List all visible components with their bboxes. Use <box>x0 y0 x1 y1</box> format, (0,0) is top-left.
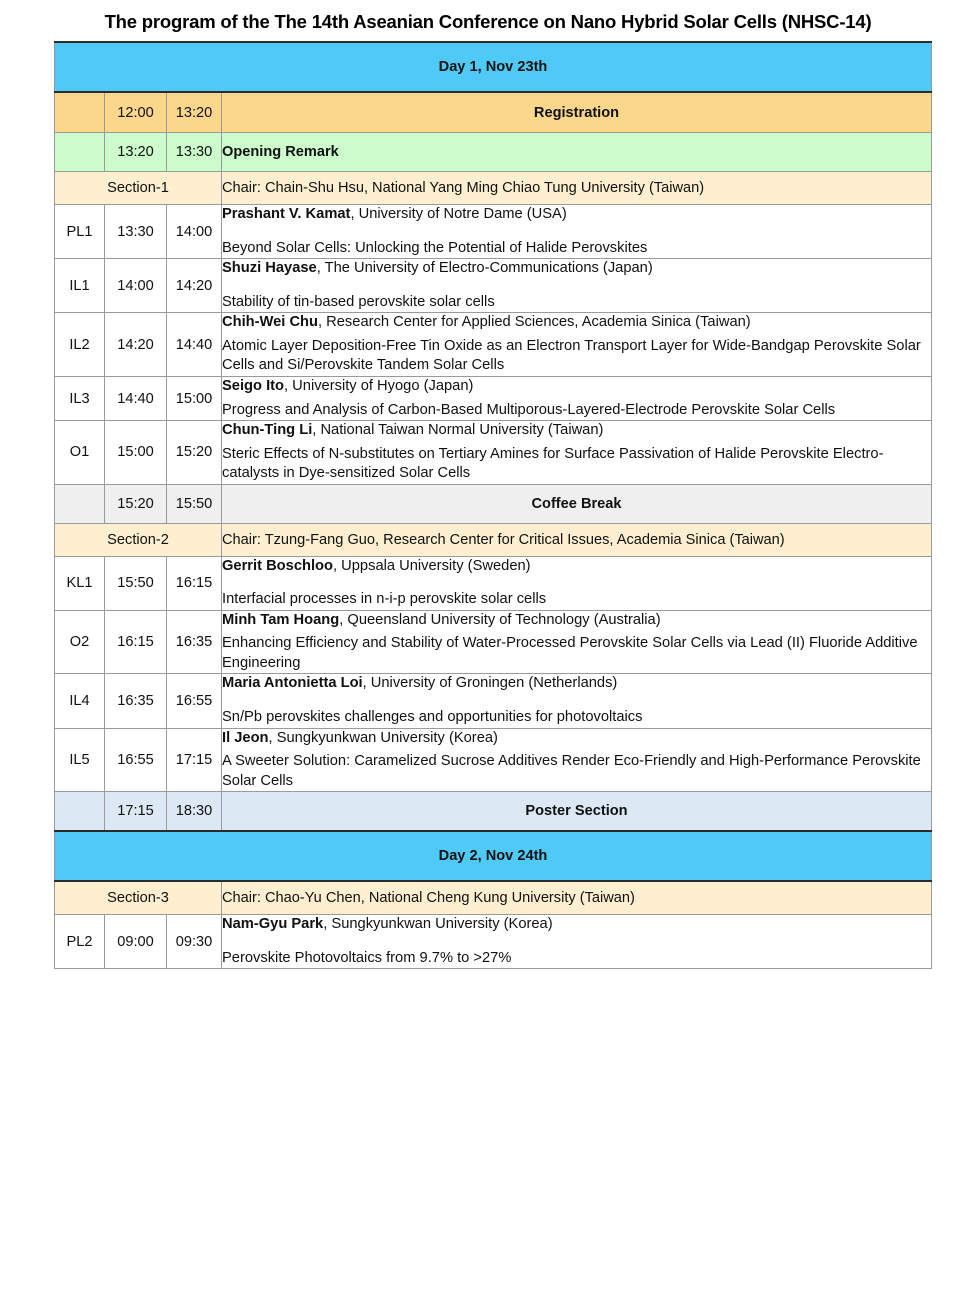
registration-label: Registration <box>222 92 932 133</box>
o1-start-time: 15:00 <box>105 421 167 485</box>
table-row-talk-pl1 <box>55 205 932 259</box>
pl2-code: PL2 <box>55 915 105 969</box>
opening-code <box>55 133 105 172</box>
il4-speaker-affiliation: , University of Groningen (Netherlands) <box>362 675 618 692</box>
o1-code: O1 <box>55 421 105 485</box>
o1-details <box>222 421 932 485</box>
table-row-section-3 <box>55 881 932 915</box>
section-1-chair: Chair: Chain-Shu Hsu, National Yang Ming Chiao Tung University (Taiwan) <box>222 172 932 205</box>
registration-code <box>55 92 105 133</box>
pl2-speaker-affiliation: , Sungkyunkwan University (Korea) <box>323 916 553 933</box>
pl2-details <box>222 915 932 969</box>
il2-start-time: 14:20 <box>105 313 167 377</box>
pl2-speaker-name: Nam-Gyu Park <box>222 916 324 933</box>
il1-speaker-name: Shuzi Hayase <box>222 260 317 277</box>
table-row-talk-o1 <box>55 421 932 485</box>
opening-remark-label: Opening Remark <box>222 133 932 172</box>
il5-speaker-name: Il Jeon <box>222 729 269 746</box>
poster-section-label: Poster Section <box>222 792 932 832</box>
registration-start-time: 12:00 <box>105 92 167 133</box>
il2-talk-title: Atomic Layer Deposition-Free Tin Oxide as an Electron Transport Layer for Wide-Bandgap Perovskite Solar Cells and Si/Perovskite Tandem Solar Cells <box>222 337 921 374</box>
il3-details <box>222 377 932 421</box>
table-row-coffee-break <box>55 484 932 523</box>
o2-talk-title: Enhancing Efficiency and Stability of Water-Processed Perovskite Solar Cells via Lead (II) Fluoride Additive Engineering <box>222 635 918 671</box>
il5-start-time: 16:55 <box>105 728 167 792</box>
registration-end-time: 13:20 <box>167 92 222 133</box>
il3-start-time: 14:40 <box>105 377 167 421</box>
table-row-talk-il3 <box>55 377 932 421</box>
pl1-details <box>222 205 932 259</box>
o1-end-time: 15:20 <box>167 421 222 485</box>
day2-banner: Day 2, Nov 24th <box>55 831 932 881</box>
pl1-talk-title: Beyond Solar Cells: Unlocking the Potential of Halide Perovskites <box>222 239 648 256</box>
il1-talk-title: Stability of tin-based perovskite solar cells <box>222 293 495 310</box>
opening-end-time: 13:30 <box>167 133 222 172</box>
o1-talk-title: Steric Effects of N-substitutes on Tertiary Amines for Surface Passivation of Halide Perovskite Electro-catalysts in Dye-sensitized Solar Cells <box>222 445 884 482</box>
pl1-speaker <box>222 205 931 225</box>
program-table-wrapper <box>0 41 976 969</box>
il1-start-time: 14:00 <box>105 259 167 313</box>
table-row-day2 <box>55 831 932 881</box>
pl1-speaker-name: Prashant V. Kamat <box>222 206 351 223</box>
il1-speaker <box>222 259 931 279</box>
il3-end-time: 15:00 <box>167 377 222 421</box>
kl1-details <box>222 556 932 610</box>
page-title: The program of the The 14th Aseanian Conference on Nano Hybrid Solar Cells (NHSC-14) <box>104 11 872 32</box>
il3-speaker <box>222 377 931 397</box>
o2-details <box>222 610 932 674</box>
il5-speaker-affiliation: , Sungkyunkwan University (Korea) <box>268 729 498 746</box>
table-row-registration <box>55 92 932 133</box>
il2-speaker <box>222 313 931 333</box>
il4-talk-title: Sn/Pb perovskites challenges and opportunities for photovoltaics <box>222 709 643 726</box>
conference-program-table <box>54 41 932 969</box>
table-row-talk-il5 <box>55 728 932 792</box>
poster-end-time: 18:30 <box>167 792 222 832</box>
table-row-section-1 <box>55 172 932 205</box>
il5-talk-title: A Sweeter Solution: Caramelized Sucrose Additives Render Eco-Friendly and High-Performance Perovskite Solar Cells <box>222 753 921 789</box>
il1-end-time: 14:20 <box>167 259 222 313</box>
kl1-code: KL1 <box>55 556 105 610</box>
il3-talk-title: Progress and Analysis of Carbon-Based Multiporous-Layered-Electrode Perovskite Solar Cells <box>222 401 836 418</box>
o1-speaker <box>222 421 931 441</box>
il4-details <box>222 674 932 728</box>
section-1-name: Section-1 <box>55 172 222 205</box>
table-row-talk-il2 <box>55 313 932 377</box>
il3-speaker-name: Seigo Ito <box>222 378 285 395</box>
section-2-name: Section-2 <box>55 523 222 556</box>
section-2-chair: Chair: Tzung-Fang Guo, Research Center for Critical Issues, Academia Sinica (Taiwan) <box>222 523 932 556</box>
pl1-speaker-affiliation: , University of Notre Dame (USA) <box>350 206 567 223</box>
coffee-end-time: 15:50 <box>167 484 222 523</box>
il1-code: IL1 <box>55 259 105 313</box>
il1-speaker-affiliation: , The University of Electro-Communications (Japan) <box>316 260 653 277</box>
pl2-end-time: 09:30 <box>167 915 222 969</box>
o2-code: O2 <box>55 610 105 674</box>
il4-speaker-name: Maria Antonietta Loi <box>222 675 363 692</box>
il2-speaker-name: Chih-Wei Chu <box>222 314 318 331</box>
pl2-speaker <box>222 915 931 935</box>
o2-end-time: 16:35 <box>167 610 222 674</box>
il5-code: IL5 <box>55 728 105 792</box>
table-row-opening-remark <box>55 133 932 172</box>
table-row-talk-pl2 <box>55 915 932 969</box>
o2-speaker-affiliation: , Queensland University of Technology (Australia) <box>339 611 661 628</box>
section-3-chair: Chair: Chao-Yu Chen, National Cheng Kung University (Taiwan) <box>222 881 932 915</box>
il4-speaker <box>222 674 931 694</box>
il2-code: IL2 <box>55 313 105 377</box>
pl2-start-time: 09:00 <box>105 915 167 969</box>
kl1-speaker <box>222 557 931 577</box>
table-row-talk-il4 <box>55 674 932 728</box>
il3-code: IL3 <box>55 377 105 421</box>
il4-end-time: 16:55 <box>167 674 222 728</box>
poster-code <box>55 792 105 832</box>
il5-speaker <box>222 729 931 749</box>
o1-speaker-name: Chun-Ting Li <box>222 422 313 439</box>
table-row-talk-o2 <box>55 610 932 674</box>
table-row-day1 <box>55 42 932 92</box>
il5-end-time: 17:15 <box>167 728 222 792</box>
kl1-speaker-affiliation: , Uppsala University (Sweden) <box>333 557 531 574</box>
pl2-talk-title: Perovskite Photovoltaics from 9.7% to >27% <box>222 949 512 966</box>
il5-details <box>222 728 932 792</box>
kl1-start-time: 15:50 <box>105 556 167 610</box>
o2-speaker <box>222 611 931 631</box>
il1-details <box>222 259 932 313</box>
table-row-talk-il1 <box>55 259 932 313</box>
pl1-end-time: 14:00 <box>167 205 222 259</box>
o2-speaker-name: Minh Tam Hoang <box>222 611 340 628</box>
opening-start-time: 13:20 <box>105 133 167 172</box>
il3-speaker-affiliation: , University of Hyogo (Japan) <box>284 378 474 395</box>
pl1-code: PL1 <box>55 205 105 259</box>
coffee-code <box>55 484 105 523</box>
day1-banner: Day 1, Nov 23th <box>55 42 932 92</box>
kl1-end-time: 16:15 <box>167 556 222 610</box>
kl1-speaker-name: Gerrit Boschloo <box>222 557 333 574</box>
il2-details <box>222 313 932 377</box>
pl1-start-time: 13:30 <box>105 205 167 259</box>
il4-code: IL4 <box>55 674 105 728</box>
section-3-name: Section-3 <box>55 881 222 915</box>
il2-end-time: 14:40 <box>167 313 222 377</box>
poster-start-time: 17:15 <box>105 792 167 832</box>
il2-speaker-affiliation: , Research Center for Applied Sciences, Academia Sinica (Taiwan) <box>318 314 751 331</box>
table-row-poster-section <box>55 792 932 832</box>
il4-start-time: 16:35 <box>105 674 167 728</box>
o1-speaker-affiliation: , National Taiwan Normal University (Taiwan) <box>312 422 604 439</box>
coffee-start-time: 15:20 <box>105 484 167 523</box>
kl1-talk-title: Interfacial processes in n-i-p perovskite solar cells <box>222 591 547 608</box>
o2-start-time: 16:15 <box>105 610 167 674</box>
coffee-break-label: Coffee Break <box>222 484 932 523</box>
table-row-talk-kl1 <box>55 556 932 610</box>
table-row-section-2 <box>55 523 932 556</box>
